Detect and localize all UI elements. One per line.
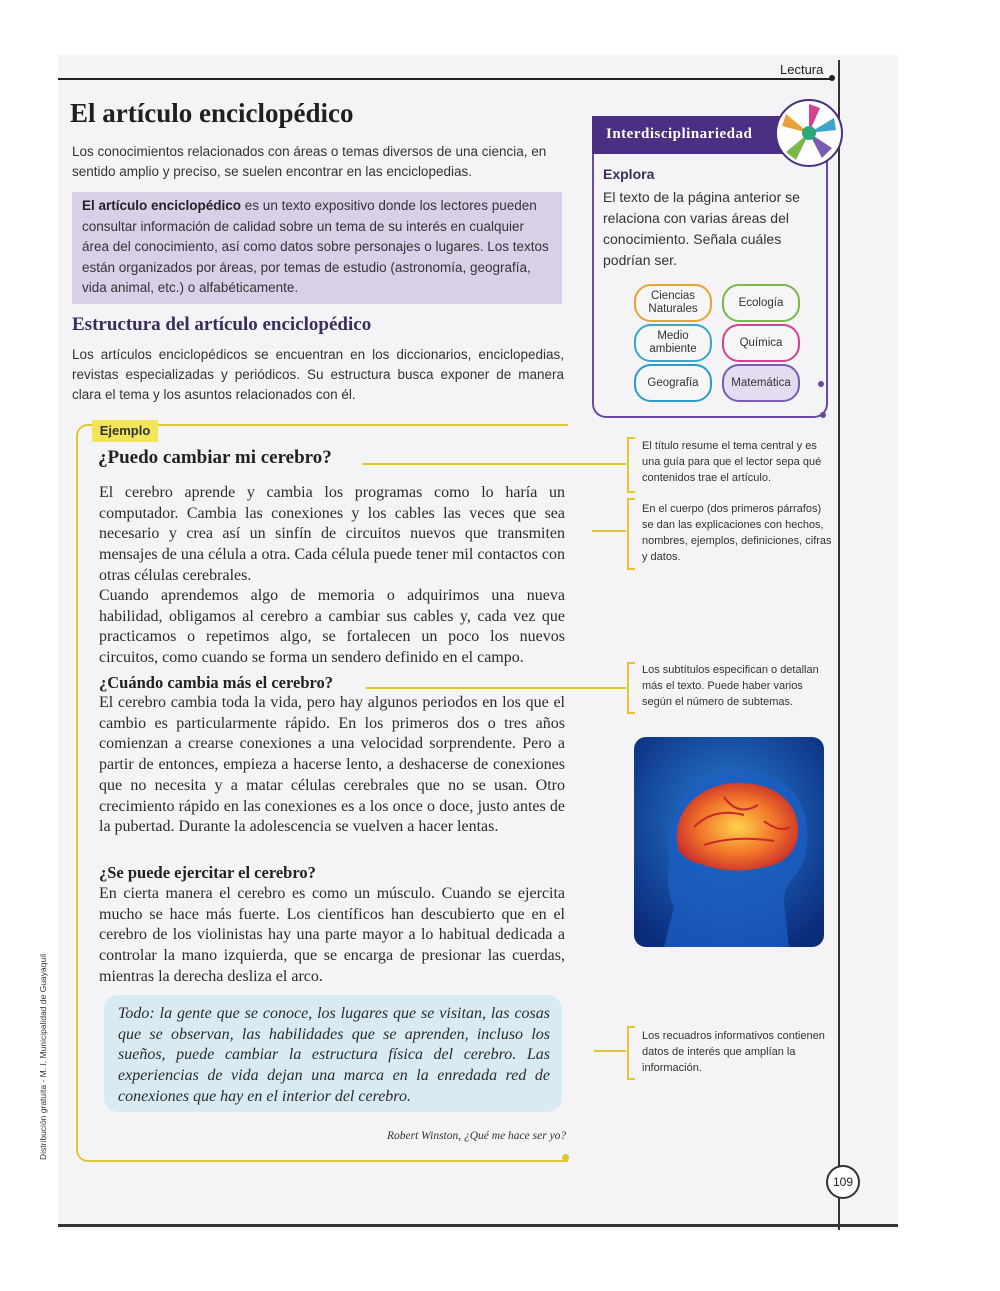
interdisciplinary-dot-bottom [820, 412, 826, 418]
article-paragraph-4: En cierta manera el cerebro es como un músculo. Cuando se ejercita mucho se hace más fuerte. Los científicos han descubierto que en el cerebro de los violinistas hay una parte mayor a lo habitual dedicada a controlar la mano izquierda, que se encarga de presionar las cuerdas, mientras la derecha desliza el arco. [99, 885, 565, 985]
definition-text [82, 196, 552, 299]
article-title: ¿Puedo cambiar mi cerebro? [98, 447, 332, 468]
article-paragraph-2: Cuando aprendemos algo de memoria o adquirimos una nueva habilidad, obligamos al cerebro a cambiar sus cables y, cada vez que practicamos o repetimos algo, se fortalecen un poco los nuevos circuitos, como cuando se forma un sendero definido en el campo. [99, 587, 565, 667]
option-matematica[interactable]: Matemática [722, 364, 800, 402]
note-title: El título resume el tema central y es una guía para que el lector sepa qué contenidos trae el artículo. [642, 440, 822, 484]
structure-heading: Estructura del artículo enciclopédico [72, 314, 372, 335]
example-frame-dot [562, 1154, 569, 1161]
example-tag: Ejemplo [92, 420, 158, 442]
intro-paragraph: Los conocimientos relacionados con áreas o temas diversos de una ciencia, en sentido amplio y preciso, se suelen encontrar en las enciclopedias. [72, 144, 547, 179]
explora-heading: Explora [603, 166, 655, 182]
connector-body [592, 530, 626, 532]
brain-illustration [634, 737, 824, 947]
page-number: 109 [826, 1165, 860, 1199]
note-bracket-title [627, 437, 635, 493]
section-dot [829, 75, 835, 81]
note-bracket-body [627, 498, 635, 570]
option-quimica[interactable]: Química [722, 324, 800, 362]
info-box-text: Todo: la gente que se conoce, los lugares que se visitan, las cosas que se observan, las habilidades que se aprenden, incluso los sueños, puede cambiar la estructura física del cerebro. Las experiencias de vida dejan una marca en la enredada red de conexiones que hay en el interior del cerebro. [118, 1005, 550, 1105]
article-paragraph-3: El cerebro cambia toda la vida, pero hay algunos periodos en los que el cambio es particularmente rápido. En los primeros dos o tres años comienzan a crearse conexiones a una velocidad sorprendente. Pero a partir de entonces, empieza a hacerse lento, a deshacerse de conexiones que no necesita y a matar células cerebrales que no se usan. Otro crecimiento rápido en las conexiones es a los once o doce, justo antes de la pubertad. Durante la adolescencia se vuelven a hacer lentas. [99, 694, 565, 836]
note-bracket-subtitles [627, 662, 635, 714]
info-box [104, 995, 562, 1112]
interdisciplinary-title: Interdisciplinariedad [606, 126, 753, 142]
option-geografia[interactable]: Geografía [634, 364, 712, 402]
explora-text: El texto de la página anterior se relaciona con varias áreas del conocimiento. Señala cuáles podrían ser. [603, 189, 800, 268]
right-margin-rule [838, 60, 840, 1230]
article-subtitle-1: ¿Cuándo cambia más el cerebro? [99, 673, 334, 692]
note-info-box: Los recuadros informativos contienen datos de interés que amplían la información. [642, 1030, 825, 1074]
connector-title [362, 463, 626, 465]
citation: Robert Winston, ¿Qué me hace ser yo? [387, 1130, 567, 1142]
note-body: En el cuerpo (dos primeros párrafos) se dan las explicaciones con hechos, nombres, ejemplos, definiciones, cifras y datos. [642, 503, 832, 563]
definition-box [72, 192, 562, 304]
page-title: El artículo enciclopédico [70, 98, 354, 128]
connector-subtitles [366, 687, 626, 689]
connector-info-box [594, 1050, 626, 1052]
definition-term: El artículo enciclopédico [82, 198, 242, 213]
structure-paragraph: Los artículos enciclopédicos se encuentran en los diccionarios, enciclopedias, revistas especializadas y periódicos. Su estructura busca exponer de manera clara el tema y los asuntos relacionados con él. [72, 347, 564, 402]
section-label: Lectura [780, 62, 824, 77]
definition-body: es un texto expositivo donde los lectores pueden consultar información de calidad sobre un tema de su interés en cualquier área del conocimiento, así como datos sobre personajes o lugares. Los textos están organizados por áreas, por temas de estudio (astronomía, geografía, vida animal, etc.) o alfabéticamente. [82, 198, 549, 295]
header-rule [58, 78, 834, 80]
article-subtitle-2: ¿Se puede ejercitar el cerebro? [99, 863, 316, 882]
option-ciencias-naturales[interactable]: Ciencias Naturales [634, 284, 712, 322]
hands-wheel-icon [774, 98, 844, 168]
note-bracket-info-box [627, 1026, 635, 1080]
footer-rule [58, 1224, 898, 1227]
article-paragraph-1: El cerebro aprende y cambia los programas como lo haría un computador. Cambia las conexiones y los cables las veces que sea necesario y crea así un sinfín de circuitos nuevos que transmiten mensajes de una célula a otra. Cada célula puede tener mil contactos con otras células cerebrales. [99, 484, 565, 584]
note-subtitles: Los subtítulos especifican o detallan más el texto. Puede haber varios según el número de subtemas. [642, 664, 819, 708]
option-medio-ambiente[interactable]: Medio ambiente [634, 324, 712, 362]
option-ecologia[interactable]: Ecología [722, 284, 800, 322]
distribution-credit: Distribución gratuita - M. I. Municipalidad de Guayaquil [38, 954, 48, 1160]
interdisciplinary-dot [818, 381, 824, 387]
